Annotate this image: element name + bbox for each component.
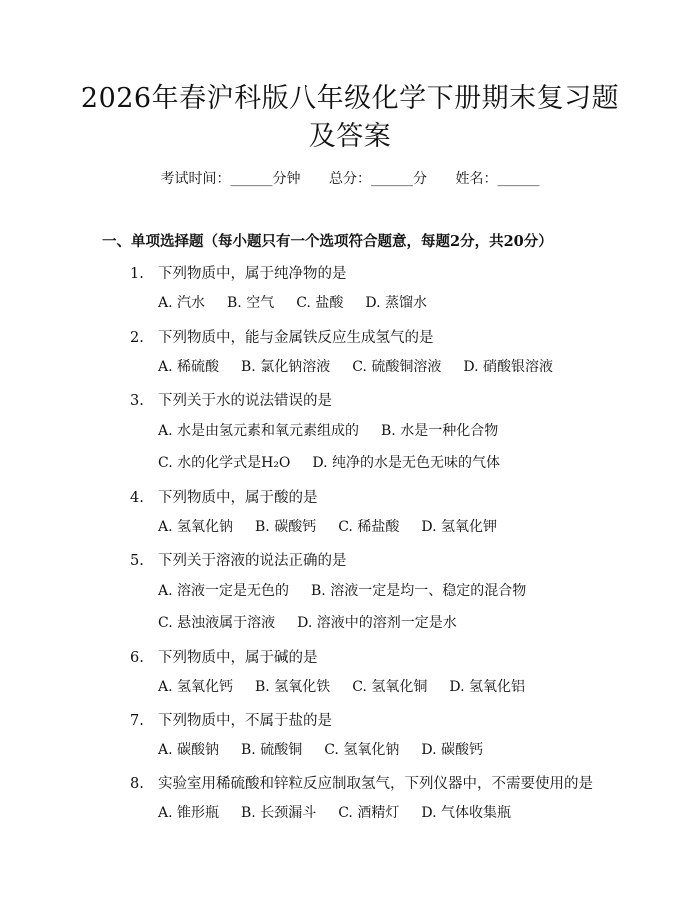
- question-5-options: [158, 580, 526, 600]
- question-7: [130, 709, 332, 730]
- answer-option: A. 氢氧化钠: [158, 519, 234, 535]
- question-number: 5.: [130, 553, 144, 569]
- answer-option: D. 纯净的水是无色无味的气体: [312, 455, 501, 471]
- question-3-options: [158, 452, 500, 472]
- question-2: [130, 326, 434, 347]
- answer-option: C. 稀盐酸: [338, 519, 400, 535]
- answer-option: D. 氢氧化铝: [449, 679, 525, 695]
- answer-option: A. 碳酸钠: [158, 742, 220, 758]
- answer-option: C. 氢氧化钠: [324, 742, 400, 758]
- question-4-options: [158, 516, 497, 536]
- question-number: 1.: [130, 266, 144, 282]
- question-text: 下列关于水的说法错误的是: [158, 393, 332, 409]
- answer-option: C. 硫酸铜溶液: [352, 359, 442, 375]
- title-line-2: 及答案: [308, 121, 392, 152]
- answer-option: C. 悬浊液属于溶液: [158, 615, 276, 631]
- question-6-options: [158, 676, 525, 696]
- question-text: 下列关于溶液的说法正确的是: [158, 553, 347, 569]
- section-heading: 一、单项选择题（每小题只有一个选项符合题意，每题2分，共20分）: [102, 233, 553, 250]
- answer-option: D. 溶液中的溶剂一定是水: [297, 615, 457, 631]
- question-5-options: [158, 612, 457, 632]
- question-text: 下列物质中，不属于盐的是: [158, 713, 332, 729]
- question-number: 7.: [130, 713, 144, 729]
- answer-option: A. 氢氧化钙: [158, 679, 234, 695]
- question-number: 2.: [130, 330, 144, 346]
- exam-time: 考试时间：______分钟: [160, 171, 301, 187]
- answer-option: B. 碳酸钙: [255, 519, 317, 535]
- student-name: 姓名：______: [455, 171, 540, 187]
- question-8: [130, 772, 593, 793]
- title-line-1: 2026年春沪科版八年级化学下册期末复习题: [80, 83, 620, 114]
- question-text: 实验室用稀硫酸和锌粒反应制取氢气，下列仪器中，不需要使用的是: [158, 776, 593, 792]
- question-text: 下列物质中，属于纯净物的是: [158, 266, 347, 282]
- question-7-options: [158, 739, 483, 759]
- question-3-options: [158, 420, 498, 440]
- answer-option: B. 空气: [227, 295, 275, 311]
- answer-option: D. 氢氧化钾: [421, 519, 497, 535]
- answer-option: A. 汽水: [158, 295, 206, 311]
- question-3: [130, 389, 332, 410]
- answer-option: B. 水是一种化合物: [381, 423, 499, 439]
- question-text: 下列物质中，属于碱的是: [158, 650, 318, 666]
- answer-option: A. 稀硫酸: [158, 359, 220, 375]
- answer-option: D. 硝酸银溶液: [463, 359, 553, 375]
- question-1: [130, 262, 347, 283]
- answer-option: B. 长颈漏斗: [241, 805, 317, 821]
- question-8-options: [158, 802, 511, 822]
- answer-option: A. 水是由氢元素和氧元素组成的: [158, 423, 360, 439]
- question-2-options: [158, 356, 553, 376]
- answer-option: B. 氢氧化铁: [255, 679, 331, 695]
- answer-option: D. 蒸馏水: [365, 295, 427, 311]
- answer-option: C. 氢氧化铜: [352, 679, 428, 695]
- answer-option: B. 硫酸铜: [241, 742, 303, 758]
- question-number: 8.: [130, 776, 144, 792]
- question-text: 下列物质中，属于酸的是: [158, 490, 318, 506]
- answer-option: D. 气体收集瓶: [421, 805, 511, 821]
- exam-info: [0, 168, 700, 188]
- question-5: [130, 549, 347, 570]
- answer-option: C. 酒精灯: [338, 805, 400, 821]
- answer-option: C. 盐酸: [296, 295, 344, 311]
- question-number: 4.: [130, 490, 144, 506]
- answer-option: A. 锥形瓶: [158, 805, 220, 821]
- question-number: 3.: [130, 393, 144, 409]
- question-4: [130, 486, 318, 507]
- answer-option: B. 溶液一定是均一、稳定的混合物: [311, 583, 527, 599]
- answer-option: D. 碳酸钙: [421, 742, 483, 758]
- answer-option: A. 溶液一定是无色的: [158, 583, 290, 599]
- answer-option: C. 水的化学式是H₂O: [158, 455, 291, 471]
- question-text: 下列物质中，能与金属铁反应生成氢气的是: [158, 330, 434, 346]
- question-6: [130, 646, 318, 667]
- total-score: 总分：______分: [329, 171, 427, 187]
- question-1-options: [158, 292, 427, 312]
- answer-option: B. 氯化钠溶液: [241, 359, 331, 375]
- question-number: 6.: [130, 650, 144, 666]
